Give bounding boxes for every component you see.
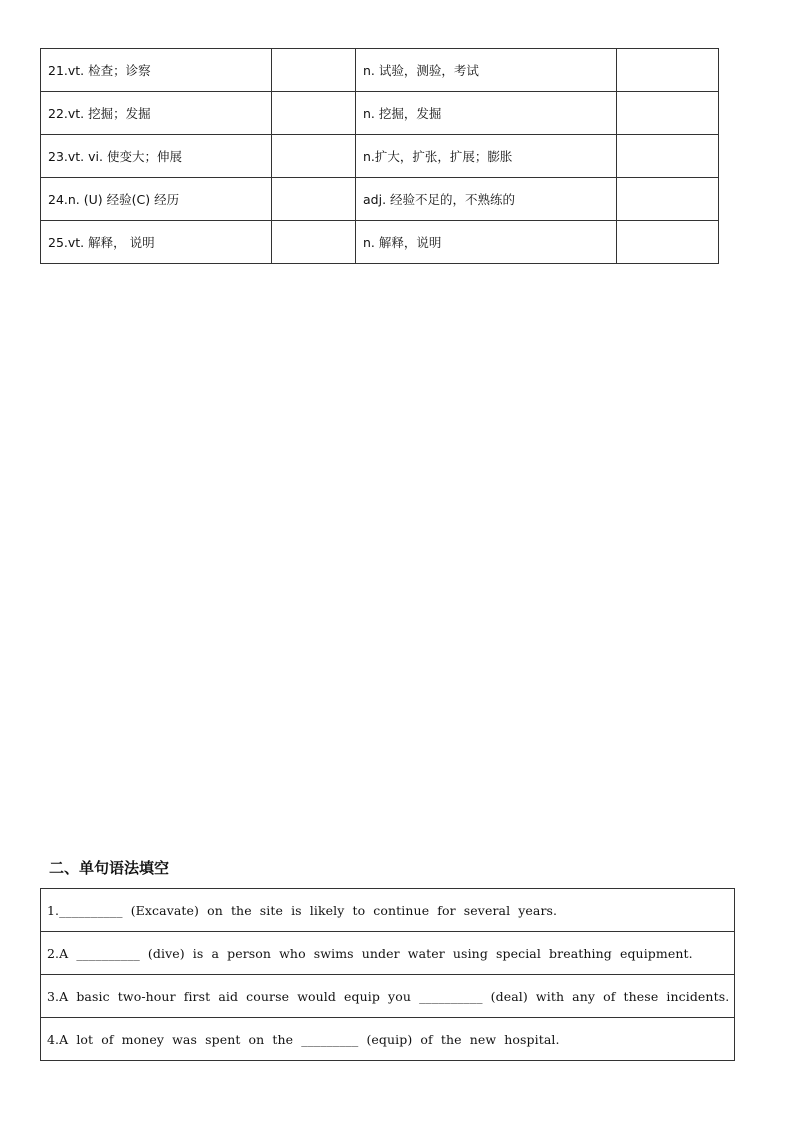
table-row: [41, 92, 719, 135]
meaning-cell: 22.vt. 挖掘；发掘: [41, 92, 272, 135]
grammar-item[interactable]: 3.A basic two-hour first aid course would equip you __________ (deal) with any of these incidents.: [41, 975, 735, 1018]
answer-cell[interactable]: [272, 178, 356, 221]
table-row: [41, 932, 735, 975]
grammar-item[interactable]: 4.A lot of money was spent on the _________ (equip) of the new hospital.: [41, 1018, 735, 1061]
meaning-cell: 25.vt. 解释， 说明: [41, 221, 272, 264]
table-row: [41, 889, 735, 932]
derivative-meaning-cell: adj. 经验不足的，不熟练的: [356, 178, 617, 221]
table-row: [41, 975, 735, 1018]
grammar-fill-table: [40, 888, 735, 1061]
answer-cell[interactable]: [272, 221, 356, 264]
derivative-answer-cell[interactable]: [617, 92, 719, 135]
derivative-answer-cell[interactable]: [617, 49, 719, 92]
meaning-cell: 24.n. (U) 经验(C) 经历: [41, 178, 272, 221]
table-row: [41, 49, 719, 92]
derivative-answer-cell[interactable]: [617, 135, 719, 178]
derivative-meaning-cell: n.扩大，扩张，扩展；膨胀: [356, 135, 617, 178]
derivative-meaning-cell: n. 挖掘，发掘: [356, 92, 617, 135]
section-title: 二、单句语法填空: [49, 859, 170, 877]
vocabulary-table: [40, 48, 719, 264]
grammar-item[interactable]: 1.__________ (Excavate) on the site is likely to continue for several years.: [41, 889, 735, 932]
derivative-answer-cell[interactable]: [617, 221, 719, 264]
answer-cell[interactable]: [272, 92, 356, 135]
grammar-item[interactable]: 2.A __________ (dive) is a person who swims under water using special breathing equipment.: [41, 932, 735, 975]
table-row: [41, 135, 719, 178]
answer-cell[interactable]: [272, 135, 356, 178]
answer-cell[interactable]: [272, 49, 356, 92]
meaning-cell: 23.vt. vi. 使变大；伸展: [41, 135, 272, 178]
meaning-cell: 21.vt. 检查；诊察: [41, 49, 272, 92]
table-row: [41, 178, 719, 221]
table-row: [41, 221, 719, 264]
derivative-meaning-cell: n. 试验，测验，考试: [356, 49, 617, 92]
table-row: [41, 1018, 735, 1061]
derivative-answer-cell[interactable]: [617, 178, 719, 221]
derivative-meaning-cell: n. 解释，说明: [356, 221, 617, 264]
